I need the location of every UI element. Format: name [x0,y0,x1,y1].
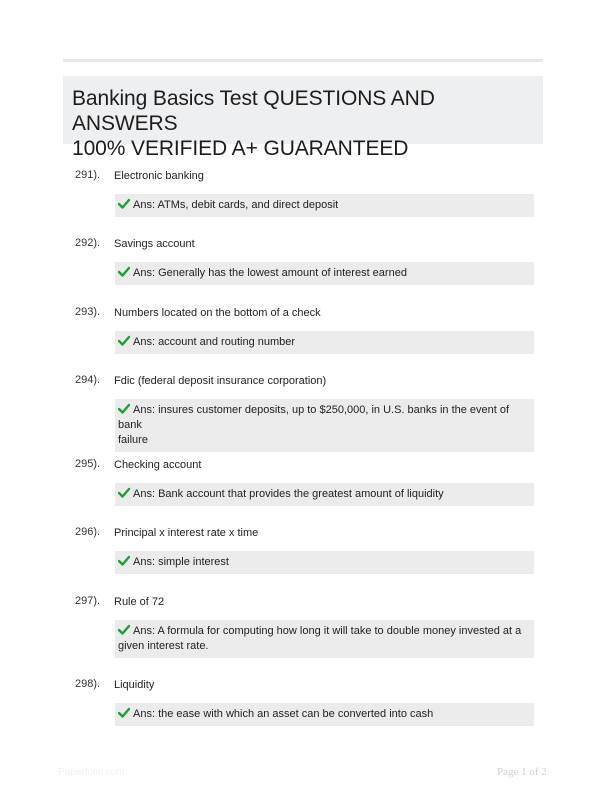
document-title-line-2: 100% VERIFIED A+ GUARANTEED [72,137,409,160]
question-number: 292). [75,237,101,249]
question-text: Checking account [114,459,202,471]
checkmark-icon [118,487,130,498]
question-text: Liquidity [114,679,155,691]
question-text: Rule of 72 [114,596,165,608]
answer-text-line-1: Ans: A formula for computing how long it will take to double money invested at a [133,625,522,637]
answer-box [115,399,534,452]
answer-text-line-2: given interest rate. [118,640,209,652]
question-number: 293). [75,306,101,318]
question-text: Fdic (federal deposit insurance corporation) [114,375,327,387]
checkmark-icon [118,335,130,346]
checkmark-icon [118,624,130,635]
answer-box [115,703,534,726]
answer-box [115,620,534,658]
page-number: Page 1 of 2 [497,766,547,778]
answer-text-line-1: Ans: insures customer deposits, up to $250,000, in U.S. banks in the event of bank [118,404,510,431]
checkmark-icon [118,707,130,718]
answer-text: Ans: Generally has the lowest amount of interest earned [133,267,407,279]
question-text: Numbers located on the bottom of a check [114,307,321,319]
top-divider [63,59,543,62]
checkmark-icon [118,403,130,414]
answer-text: Ans: the ease with which an asset can be converted into cash [133,708,434,720]
answer-text: Ans: account and routing number [133,336,296,348]
answer-box [115,262,534,285]
answer-text: Ans: Bank account that provides the greatest amount of liquidity [133,488,444,500]
document-title-box [63,76,543,160]
question-text: Savings account [114,238,195,250]
answer-box [115,194,534,217]
question-number: 295). [75,458,101,470]
question-number: 291). [75,169,101,181]
question-text: Electronic banking [114,170,204,182]
answer-box [115,551,534,574]
question-text: Principal x interest rate x time [114,527,259,539]
checkmark-icon [118,198,130,209]
answer-text-line-2: failure [118,434,148,446]
answer-box [115,483,534,506]
checkmark-icon [118,555,130,566]
answer-box [115,331,534,354]
answer-text: Ans: simple interest [133,556,229,568]
checkmark-icon [118,266,130,277]
document-title-line-1: Banking Basics Test QUESTIONS AND ANSWERS [72,87,435,135]
footer-site-watermark: Paperfolio.com [58,767,125,778]
question-number: 297). [75,595,101,607]
question-number: 296). [75,526,101,538]
answer-text: Ans: ATMs, debit cards, and direct deposit [133,199,339,211]
question-number: 294). [75,374,101,386]
question-number: 298). [75,678,101,690]
